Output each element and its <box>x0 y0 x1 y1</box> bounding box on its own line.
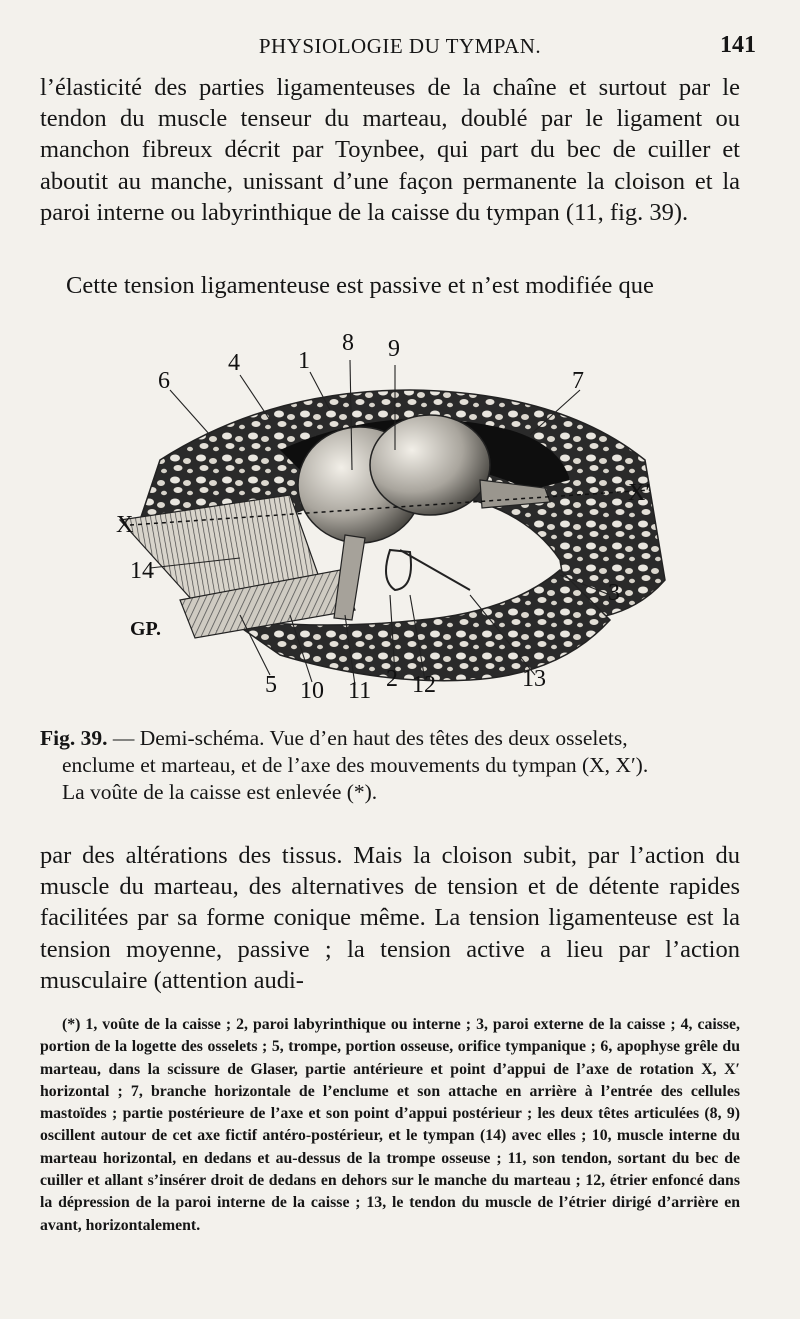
paragraph-2: Cette tension ligamenteuse est passive et n’est modifiée que <box>66 272 654 299</box>
ossicles-illustration <box>90 320 705 725</box>
label-1: 1 <box>298 348 310 374</box>
anatomical-figure <box>90 320 705 725</box>
label-2: 2 <box>386 666 398 692</box>
label-x: X <box>116 512 134 538</box>
paragraph-1: l’élasticité des parties ligamenteuses de la chaîne et surtout par le tendon du muscle tenseur du marteau, doublé par le ligament ou manchon fibreux décrit par Toynbee, qui part du bec de cuiller et aboutit au manche, unissant d’une façon permanente la cloison et la paroi interne ou labyrinthique de la caisse du tympan (11, fig. 39). <box>40 74 740 226</box>
engraver-mark: GP. <box>130 618 161 640</box>
caption-line-2: enclume et marteau, et de l’axe des mouvements du tympan (X, X′). <box>62 753 649 777</box>
stapes <box>386 550 411 590</box>
label-8: 8 <box>342 330 354 356</box>
page-header <box>40 30 760 64</box>
label-3: 3 <box>608 580 620 606</box>
footnote: (*) 1, voûte de la caisse ; 2, paroi labyrinthique ou interne ; 3, paroi externe de la caisse ; 4, caisse, portion de la logette des osselets ; 5, trompe, portion osseuse, orifice tympanique ; 6, apophyse grêle du marteau, dans la scissure de Glaser, partie antérieure et point d’appui de l’axe de rotation X, X′ horizontal ; 7, branche horizontale de l’enclume et son attache en arrière à l’entrée des cellules mastoïdes ; partie postérieure de l’axe et son point d’appui postérieur ; les deux têtes articulées (8, 9) oscillent autour de cet axe fictif antéro-postérieur, et le tympan (14) avec elles ; 10, muscle interne du marteau horizontal, en dedans et au-dessus de la trompe osseuse ; 11, son tendon, sortant du bec de cuiller et allant s’insérer droit de dedans en dehors sur le manche du marteau ; 12, étrier enfoncé dans la dépression de la paroi interne de la caisse ; 13, le tendon du muscle de l’étrier dirigé d’arrière en avant, horizontalement. <box>40 1016 740 1234</box>
caption-line-1: — Demi-schéma. Vue d’en haut des têtes des deux osselets, <box>107 726 628 750</box>
label-x-prime: X′ <box>628 480 651 506</box>
label-6: 6 <box>158 368 170 394</box>
paragraph-3: par des altérations des tissus. Mais la cloison subit, par l’action du muscle du marteau, des alternatives de tension et de détente rapides facilitées par sa forme conique même. La tension ligamenteuse est la tension moyenne, passive ; la tension active a lieu par l’action musculaire (attention audi- <box>40 842 740 994</box>
label-13: 13 <box>522 666 546 692</box>
label-12: 12 <box>412 672 436 698</box>
label-7: 7 <box>572 368 584 394</box>
caption-line-3: La voûte de la caisse est enlevée (*). <box>62 780 378 804</box>
figure-caption <box>40 725 760 806</box>
label-5: 5 <box>265 672 277 698</box>
label-14: 14 <box>130 558 154 584</box>
label-4: 4 <box>228 350 240 376</box>
running-head: PHYSIOLOGIE DU TYMPAN. <box>258 34 542 58</box>
label-11: 11 <box>348 678 372 704</box>
figure-number: Fig. 39. <box>40 726 108 750</box>
label-10: 10 <box>300 678 324 704</box>
page-number: 141 <box>720 32 756 58</box>
label-9: 9 <box>388 336 400 362</box>
incus-head <box>370 415 490 515</box>
